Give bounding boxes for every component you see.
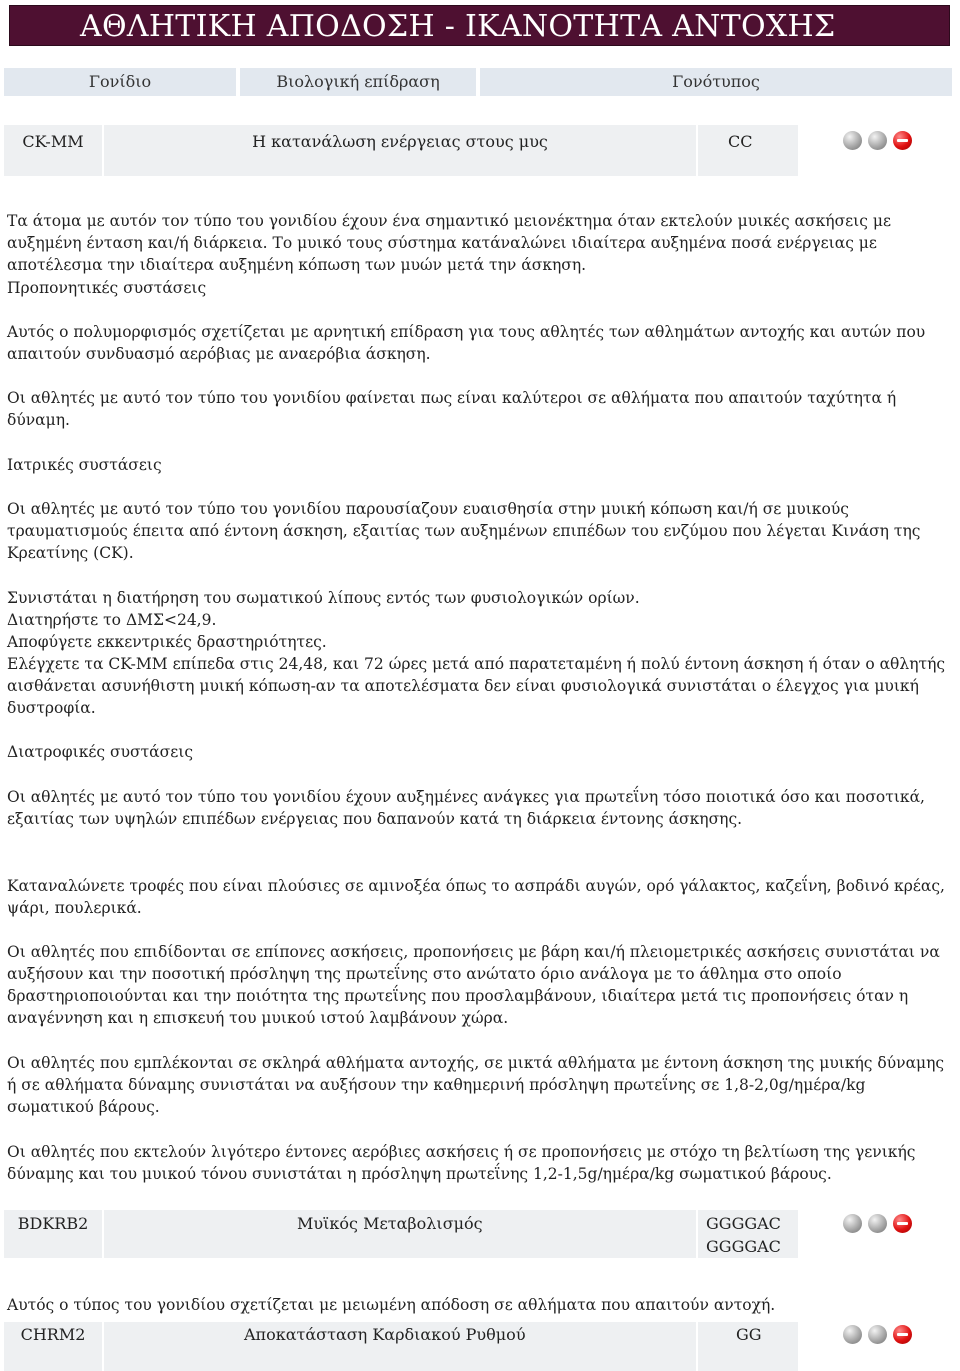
nutrition-heading: Διατροφικές συστάσεις bbox=[7, 743, 194, 761]
grey-dot-icon bbox=[868, 131, 887, 150]
nutrition-paragraph-4: Οι αθλητές που εμπλέκονται σε σκληρά αθλήματα αντοχής, σε μικτά αθλήματα με έντονη άσκηση της μυικής δύναμης ή σε αθλήματα δύναμης συνιστάται να αυξήσουν την καθημερινή πρόσληψη πρωτεΐνης σε 1,8-2,0g/ημέρα/kg σωματικού βάρους. bbox=[7, 1054, 945, 1116]
medical-line-1: Συνιστάται η διατήρηση του σωματικού λίπους εντός των φυσιολογικών ορίων. bbox=[7, 589, 640, 607]
gene-row-ckmm bbox=[4, 125, 956, 176]
red-minus-icon bbox=[893, 131, 912, 150]
nutrition-paragraph-1: Οι αθλητές με αυτό τον τύπο του γονιδίου έχουν αυξημένες ανάγκες για πρωτεΐνη τόσο ποιοτικά όσο και ποσοτικά, εξαιτίας των υψηλών επιπέδων ενέργειας που δαπανούν κατά τη διάρκεια έντονης άσκησης. bbox=[7, 788, 925, 828]
gene-name: CK-MM bbox=[4, 125, 102, 176]
gene-row-bdkrb2 bbox=[4, 1210, 956, 1258]
training-paragraph-1: Αυτός ο πολυμορφισμός σχετίζεται με αρνητική επίδραση για τους αθλητές των αθλημάτων αντοχής και αυτών που απαιτούν συνδυασμό αερόβιας με αναερόβια άσκηση. bbox=[7, 323, 926, 363]
genotype: CC bbox=[698, 125, 798, 176]
risk-indicator bbox=[800, 1210, 956, 1258]
ckmm-description: Τα άτομα με αυτόν τον τύπο του γονιδίου έχουν ένα σημαντικό μειονέκτημα όταν εκτελούν μυικές ασκήσεις με αυξημένη ένταση και/ή διάρκεια. Το μυικό τους σύστημα κατάναλώνει ιδιαίτερα αυξημένα ποσά ενέργειας με αποτέλεσμα την ιδιαίτερα αυξημένη κόπωση των μυών μετά την άσκηση. bbox=[7, 212, 891, 274]
column-header-genotype: Γονότυπος bbox=[480, 68, 952, 96]
medical-line-4: Ελέγχετε τα CK-MM επίπεδα στις 24,48, και 72 ώρες μετά από παρατεταμένη ή πολύ έντονη άσκηση ή όταν ο αθλητής αισθάνεται ασυνήθιστη μυική κόπωση-αν τα αποτελέσματα δεν είναι φυσιολογικά συνιστάται ο έλεγχος για μυική δυστροφία. bbox=[7, 655, 946, 717]
genotype-line-2: GGGGAC bbox=[706, 1237, 781, 1256]
risk-indicator bbox=[800, 1322, 956, 1371]
biological-effect: Αποκατάσταση Καρδιακού Ρυθμού bbox=[104, 1322, 696, 1371]
column-header-gene: Γονίδιο bbox=[4, 68, 236, 96]
biological-effect: Μυϊκός Μεταβολισμός bbox=[104, 1210, 696, 1258]
medical-paragraph-1: Οι αθλητές με αυτό τον τύπο του γονιδίου παρουσίαζουν ευαισθησία στην μυική κόπωση και/ή σε μυικούς τραυματισμούς έπειτα από έντονη άσκηση, εξαιτίας των αυξημένων επιπέδων του ενζύμου που λέγεται Κινάση της Κρεατίνης (CK). bbox=[7, 500, 921, 562]
grey-dot-icon bbox=[868, 1325, 887, 1344]
genotype-line-1: GGGGAC bbox=[706, 1214, 781, 1233]
red-minus-icon bbox=[893, 1325, 912, 1344]
risk-indicator bbox=[800, 125, 956, 176]
gene-name: BDKRB2 bbox=[4, 1210, 102, 1258]
genotype bbox=[698, 1210, 798, 1258]
red-minus-icon bbox=[893, 1214, 912, 1233]
training-paragraph-2: Οι αθλητές με αυτό τον τύπο του γονιδίου φαίνεται πως είναι καλύτεροι σε αθλήματα που απαιτούν ταχύτητα ή δύναμη. bbox=[7, 389, 897, 429]
gene-row-chrm2 bbox=[4, 1322, 956, 1371]
nutrition-paragraph-5: Οι αθλητές που εκτελούν λιγότερο έντονες αερόβιες ασκήσεις ή σε προπονήσεις με στόχο τη βελτίωση της γενικής δύναμης και του μυικού τόνου συνιστάται η πρόσληψη πρωτεΐνης 1,2-1,5g/ημέρα/kg σωματικού βάρους. bbox=[7, 1143, 916, 1183]
grey-dot-icon bbox=[843, 1325, 862, 1344]
nutrition-paragraph-2: Καταναλώνετε τροφές που είναι πλούσιες σε αμινοξέα όπως το ασπράδι αυγών, ορό γάλακτος, καζεΐνη, βοδινό κρέας, ψάρι, πουλερικά. bbox=[7, 877, 945, 917]
genotype: GG bbox=[698, 1322, 798, 1371]
grey-dot-icon bbox=[868, 1214, 887, 1233]
bdkrb2-description: Αυτός ο τύπος του γονιδίου σχετίζεται με μειωμένη απόδοση σε αθλήματα που απαιτούν αντοχή. bbox=[7, 1296, 776, 1314]
gene-name: CHRM2 bbox=[4, 1322, 102, 1371]
page-title: ΑΘΛΗΤΙΚΗ ΑΠΟΔΟΣΗ - ΙΚΑΝΟΤΗΤΑ ΑΝΤΟΧΗΣ bbox=[9, 5, 950, 46]
biological-effect: Η κατανάλωση ενέργειας στους μυς bbox=[104, 125, 696, 176]
nutrition-paragraph-3: Οι αθλητές που επιδίδονται σε επίπονες ασκήσεις, προπονήσεις με βάρη και/ή πλειομετρικές ασκήσεις συνιστάται να αυξήσουν και την ποσοτική πρόσληψη της πρωτεΐνης στο ανώτατο όριο ανάλογα με το άθλημα στο οποίο δραστηριοποιούνται και την ποιότητα της πρωτεΐνης που προσλαμβάνουν, ιδιαίτερα μετά τις προπονήσεις όταν η αναγέννηση και η επισκευή του μυικού ιστού λαμβάνουν χώρα. bbox=[7, 943, 940, 1027]
training-heading: Προπονητικές συστάσεις bbox=[7, 279, 207, 297]
column-header-effect: Βιολογική επίδραση bbox=[240, 68, 476, 96]
medical-line-3: Αποφύγετε εκκεντρικές δραστηριότητες. bbox=[7, 633, 327, 651]
grey-dot-icon bbox=[843, 131, 862, 150]
grey-dot-icon bbox=[843, 1214, 862, 1233]
medical-heading: Ιατρικές συστάσεις bbox=[7, 456, 162, 474]
medical-line-2: Διατηρήστε το ΔΜΣ<24,9. bbox=[7, 611, 217, 629]
